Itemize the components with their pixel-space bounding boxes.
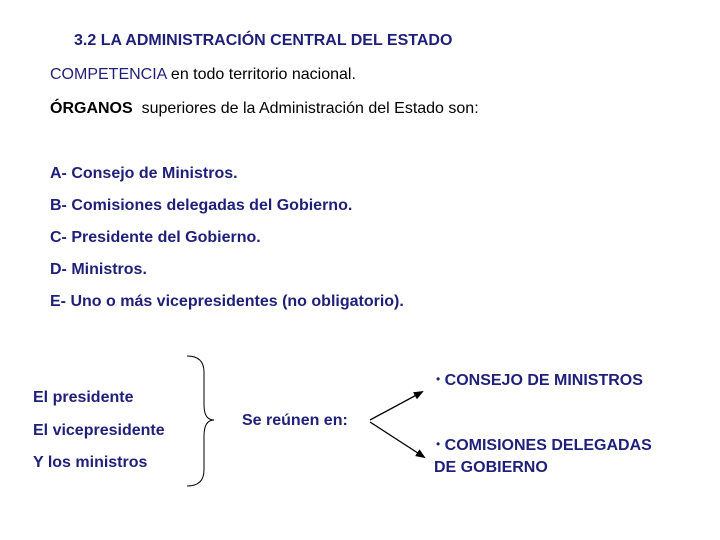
organos-label: ÓRGANOS — [50, 100, 133, 117]
list-item-b: B- Comisiones delegadas del Gobierno. — [50, 197, 353, 214]
competencia-label: COMPETENCIA — [50, 66, 167, 83]
bullet-dot: • — [436, 437, 441, 451]
target-consejo-text: CONSEJO DE MINISTROS — [444, 372, 643, 389]
bullet-dot: • — [436, 372, 441, 386]
list-item-d: D- Ministros. — [50, 261, 147, 278]
arrow-to-comisiones — [370, 422, 424, 457]
list-item-c: C- Presidente del Gobierno. — [50, 229, 261, 246]
list-item-a: A- Consejo de Ministros. — [50, 165, 238, 182]
target-comisiones-line2: DE GOBIERNO — [434, 459, 548, 476]
member-vicepresidente: El vicepresidente — [33, 422, 165, 439]
grouping-brace — [187, 356, 214, 486]
organos-text: superiores de la Administración del Estado son: — [132, 100, 479, 117]
competencia-text: en todo territorio nacional. — [166, 66, 356, 83]
list-item-e: E- Uno o más vicepresidentes (no obligatorio). — [50, 293, 404, 310]
member-presidente: El presidente — [33, 389, 134, 406]
target-comisiones-line1: COMISIONES DELEGADAS — [444, 437, 652, 454]
page-title: 3.2 LA ADMINISTRACIÓN CENTRAL DEL ESTADO — [74, 32, 453, 49]
arrow-to-consejo — [370, 392, 422, 420]
meet-label: Se reúnen en: — [242, 412, 348, 429]
member-ministros: Y los ministros — [33, 454, 148, 471]
